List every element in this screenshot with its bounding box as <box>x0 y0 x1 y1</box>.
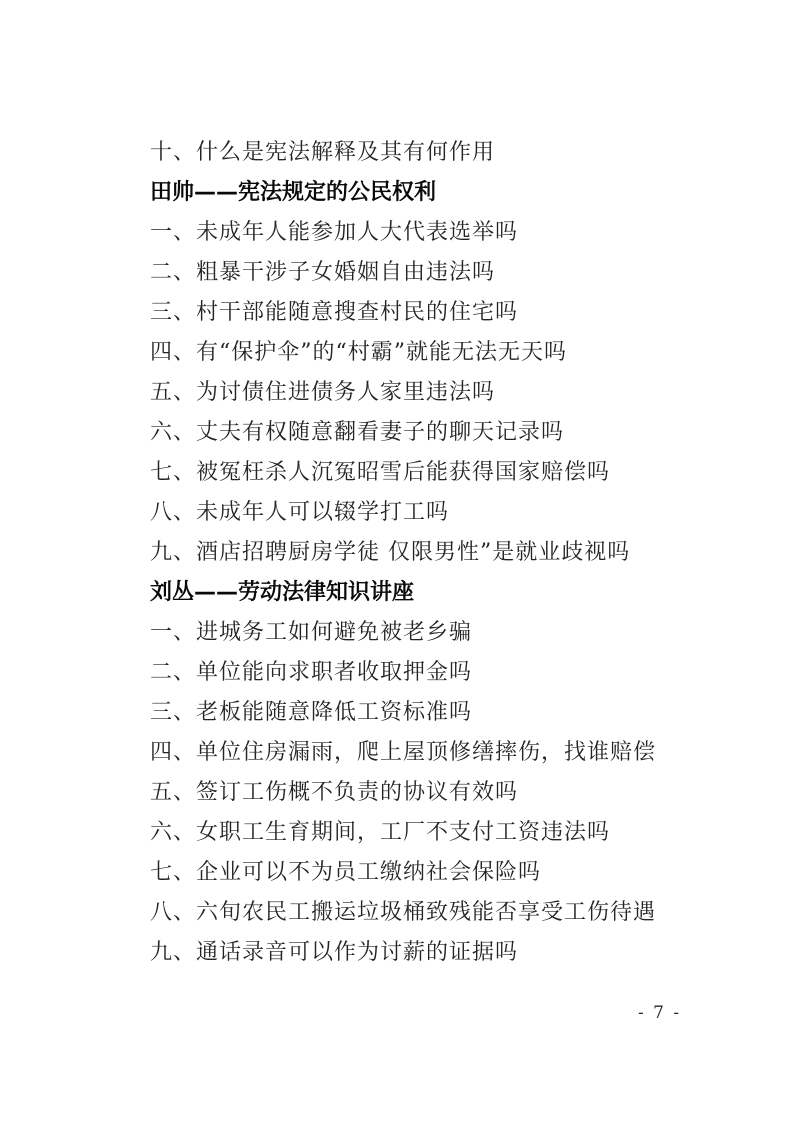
toc-item: 四、有“保护伞”的“村霸”就能无法无天吗 <box>150 340 567 365</box>
toc-item: 七、企业可以不为员工缴纳社会保险吗 <box>150 860 542 885</box>
toc-item: 八、未成年人可以辍学打工吗 <box>150 500 450 525</box>
toc-item: 二、单位能向求职者收取押金吗 <box>150 660 473 685</box>
section-heading: 田帅——宪法规定的公民权利 <box>150 180 437 205</box>
toc-item: 一、未成年人能参加人大代表选举吗 <box>150 220 519 245</box>
toc-item: 七、被冤枉杀人沉冤昭雪后能获得国家赔偿吗 <box>150 460 611 485</box>
toc-item: 六、女职工生育期间，工厂不支付工资违法吗 <box>150 820 611 845</box>
toc-item: 五、为讨债住进债务人家里违法吗 <box>150 380 496 405</box>
section-heading: 刘丛——劳动法律知识讲座 <box>150 580 415 605</box>
toc-item: 九、通话录音可以作为讨薪的证据吗 <box>150 940 519 965</box>
toc-item: 十、什么是宪法解释及其有何作用 <box>150 140 496 165</box>
toc-list <box>150 133 750 973</box>
page-number: - 7 - <box>638 1003 682 1023</box>
toc-item: 四、单位住房漏雨，爬上屋顶修缮摔伤，找谁赔偿 <box>150 740 657 765</box>
toc-item: 三、老板能随意降低工资标准吗 <box>150 700 473 725</box>
toc-item: 八、六旬农民工搬运垃圾桶致残能否享受工伤待遇 <box>150 900 657 925</box>
toc-item: 三、村干部能随意搜查村民的住宅吗 <box>150 300 519 325</box>
toc-item: 九、酒店招聘厨房学徒 仅限男性”是就业歧视吗 <box>150 540 631 565</box>
toc-item: 一、进城务工如何避免被老乡骗 <box>150 620 473 645</box>
toc-item: 六、丈夫有权随意翻看妻子的聊天记录吗 <box>150 420 565 445</box>
toc-item: 五、签订工伤概不负责的协议有效吗 <box>150 780 519 805</box>
toc-item: 二、粗暴干涉子女婚姻自由违法吗 <box>150 260 496 285</box>
